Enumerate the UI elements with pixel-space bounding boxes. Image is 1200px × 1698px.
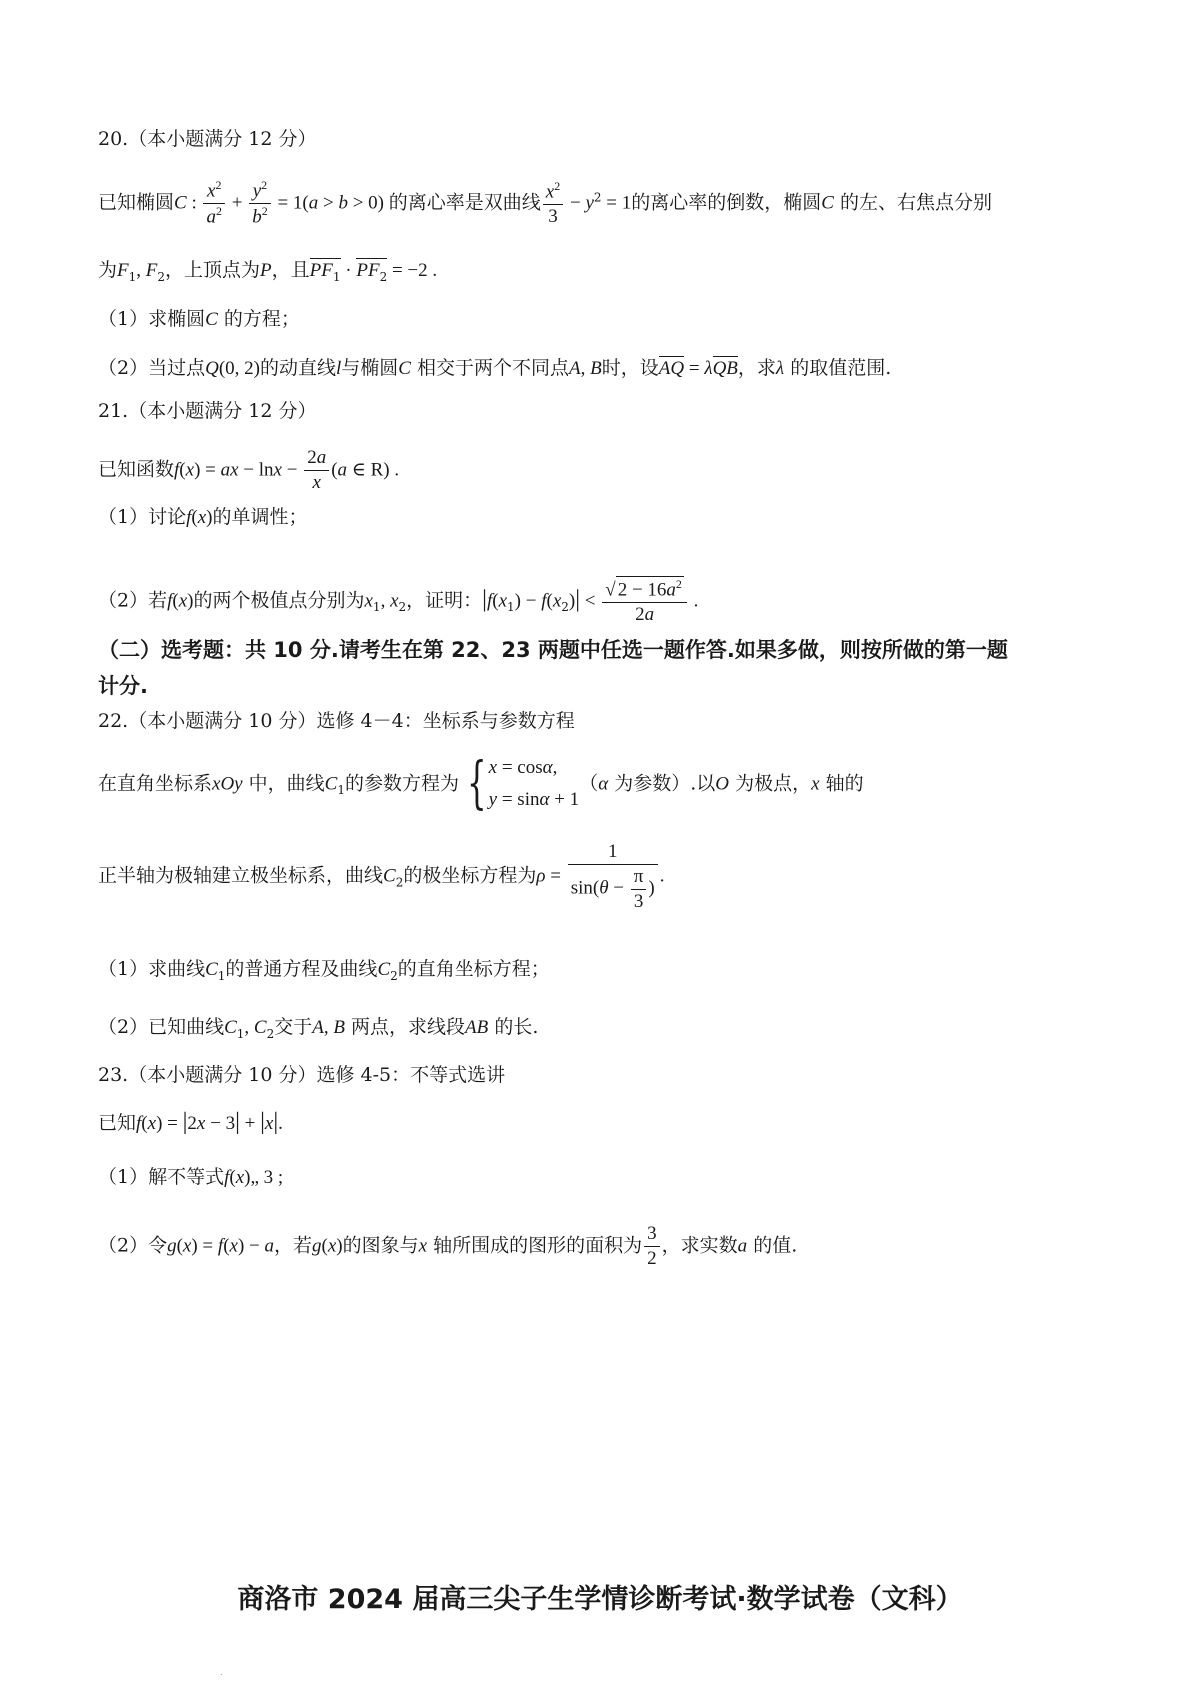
q23-line1: 已知f(x) = |2x − 3| + |x|. (98, 1109, 283, 1135)
q20-line1: 已知椭圆C : $\frac{x^2}{a^2}$ + $\frac{y^2}{b^2}$ = 1(a > b > 0) 的离心率是双曲线 $\frac{x^2}{3}$ − $y^2 = 1$的离心率的倒数，椭圆C 的左、右焦点分别 (98, 178, 992, 228)
q22-part2: （2）已知曲线$C_1$, $C_2$交于A, B 两点，求线段AB 的长. (98, 1016, 539, 1041)
q23-part2: （2）令g(x) = f(x) − a，若g(x)的图象与x 轴所围成的图形的面积为 $\frac{3}{2}$ ，求实数a 的值. (98, 1223, 798, 1269)
q21-line1: 已知函数f(x) = ax − lnx − $\frac{2a}{x}$ (a ∈ R) . (98, 447, 400, 493)
q22-header: 22.（本小题满分 10 分）选修 4－4：坐标系与参数方程 (98, 710, 575, 732)
q20-line2: 为$F_1$, $F_2$，上顶点为P，且$PF_1 \cdot PF_2 = -2$ . (98, 259, 438, 284)
section2-line2: 计分. (98, 674, 148, 698)
exam-title-footer: 商洛市 2024 届高三尖子生学情诊断考试·数学试卷（文科） (237, 1584, 963, 1615)
q20-part2: （2）当过点Q(0, 2)的动直线l与椭圆C 相交于两个不同点A, B时，设AQ = λQB，求λ 的取值范围. (98, 357, 892, 379)
q23-header: 23.（本小题满分 10 分）选修 4-5：不等式选讲 (98, 1064, 506, 1086)
section2-line1: （二）选考题：共 10 分.请考生在第 22、23 两题中任选一题作答.如果多做，则按所做的第一题 (98, 638, 1008, 662)
q22-part1: （1）求曲线$C_1$的普通方程及曲线$C_2$的直角坐标方程； (98, 958, 550, 983)
q21-part1: （1）讨论f(x)的单调性； (98, 506, 308, 528)
q21-part2: （2）若f(x)的两个极值点分别为$x_1$, $x_2$，证明：$|f(x_1) - f(x_2)|$ < $\frac{√ 2 - 16a^2}{2a}$ . (98, 577, 699, 626)
scan-speck: . (220, 1668, 223, 1677)
q23-part1: （1）解不等式f(x)„ 3 ; (98, 1166, 284, 1188)
q20-header: 20.（本小题满分 12 分） (98, 128, 317, 150)
q22-line2: 正半轴为极轴建立极坐标系，曲线$C_2$的极坐标方程为ρ = 1 sin(θ − $\frac{\pi}{3}$ ) . (98, 841, 665, 912)
q22-line1: 在直角坐标系xOy 中，曲线$C_1$的参数方程为 { x = cosα, y = sinα + 1 （α 为参数）.以O 为极点，x 轴的 (98, 751, 864, 817)
q20-part1: （1）求椭圆C 的方程； (98, 308, 300, 330)
q21-header: 21.（本小题满分 12 分） (98, 400, 317, 422)
